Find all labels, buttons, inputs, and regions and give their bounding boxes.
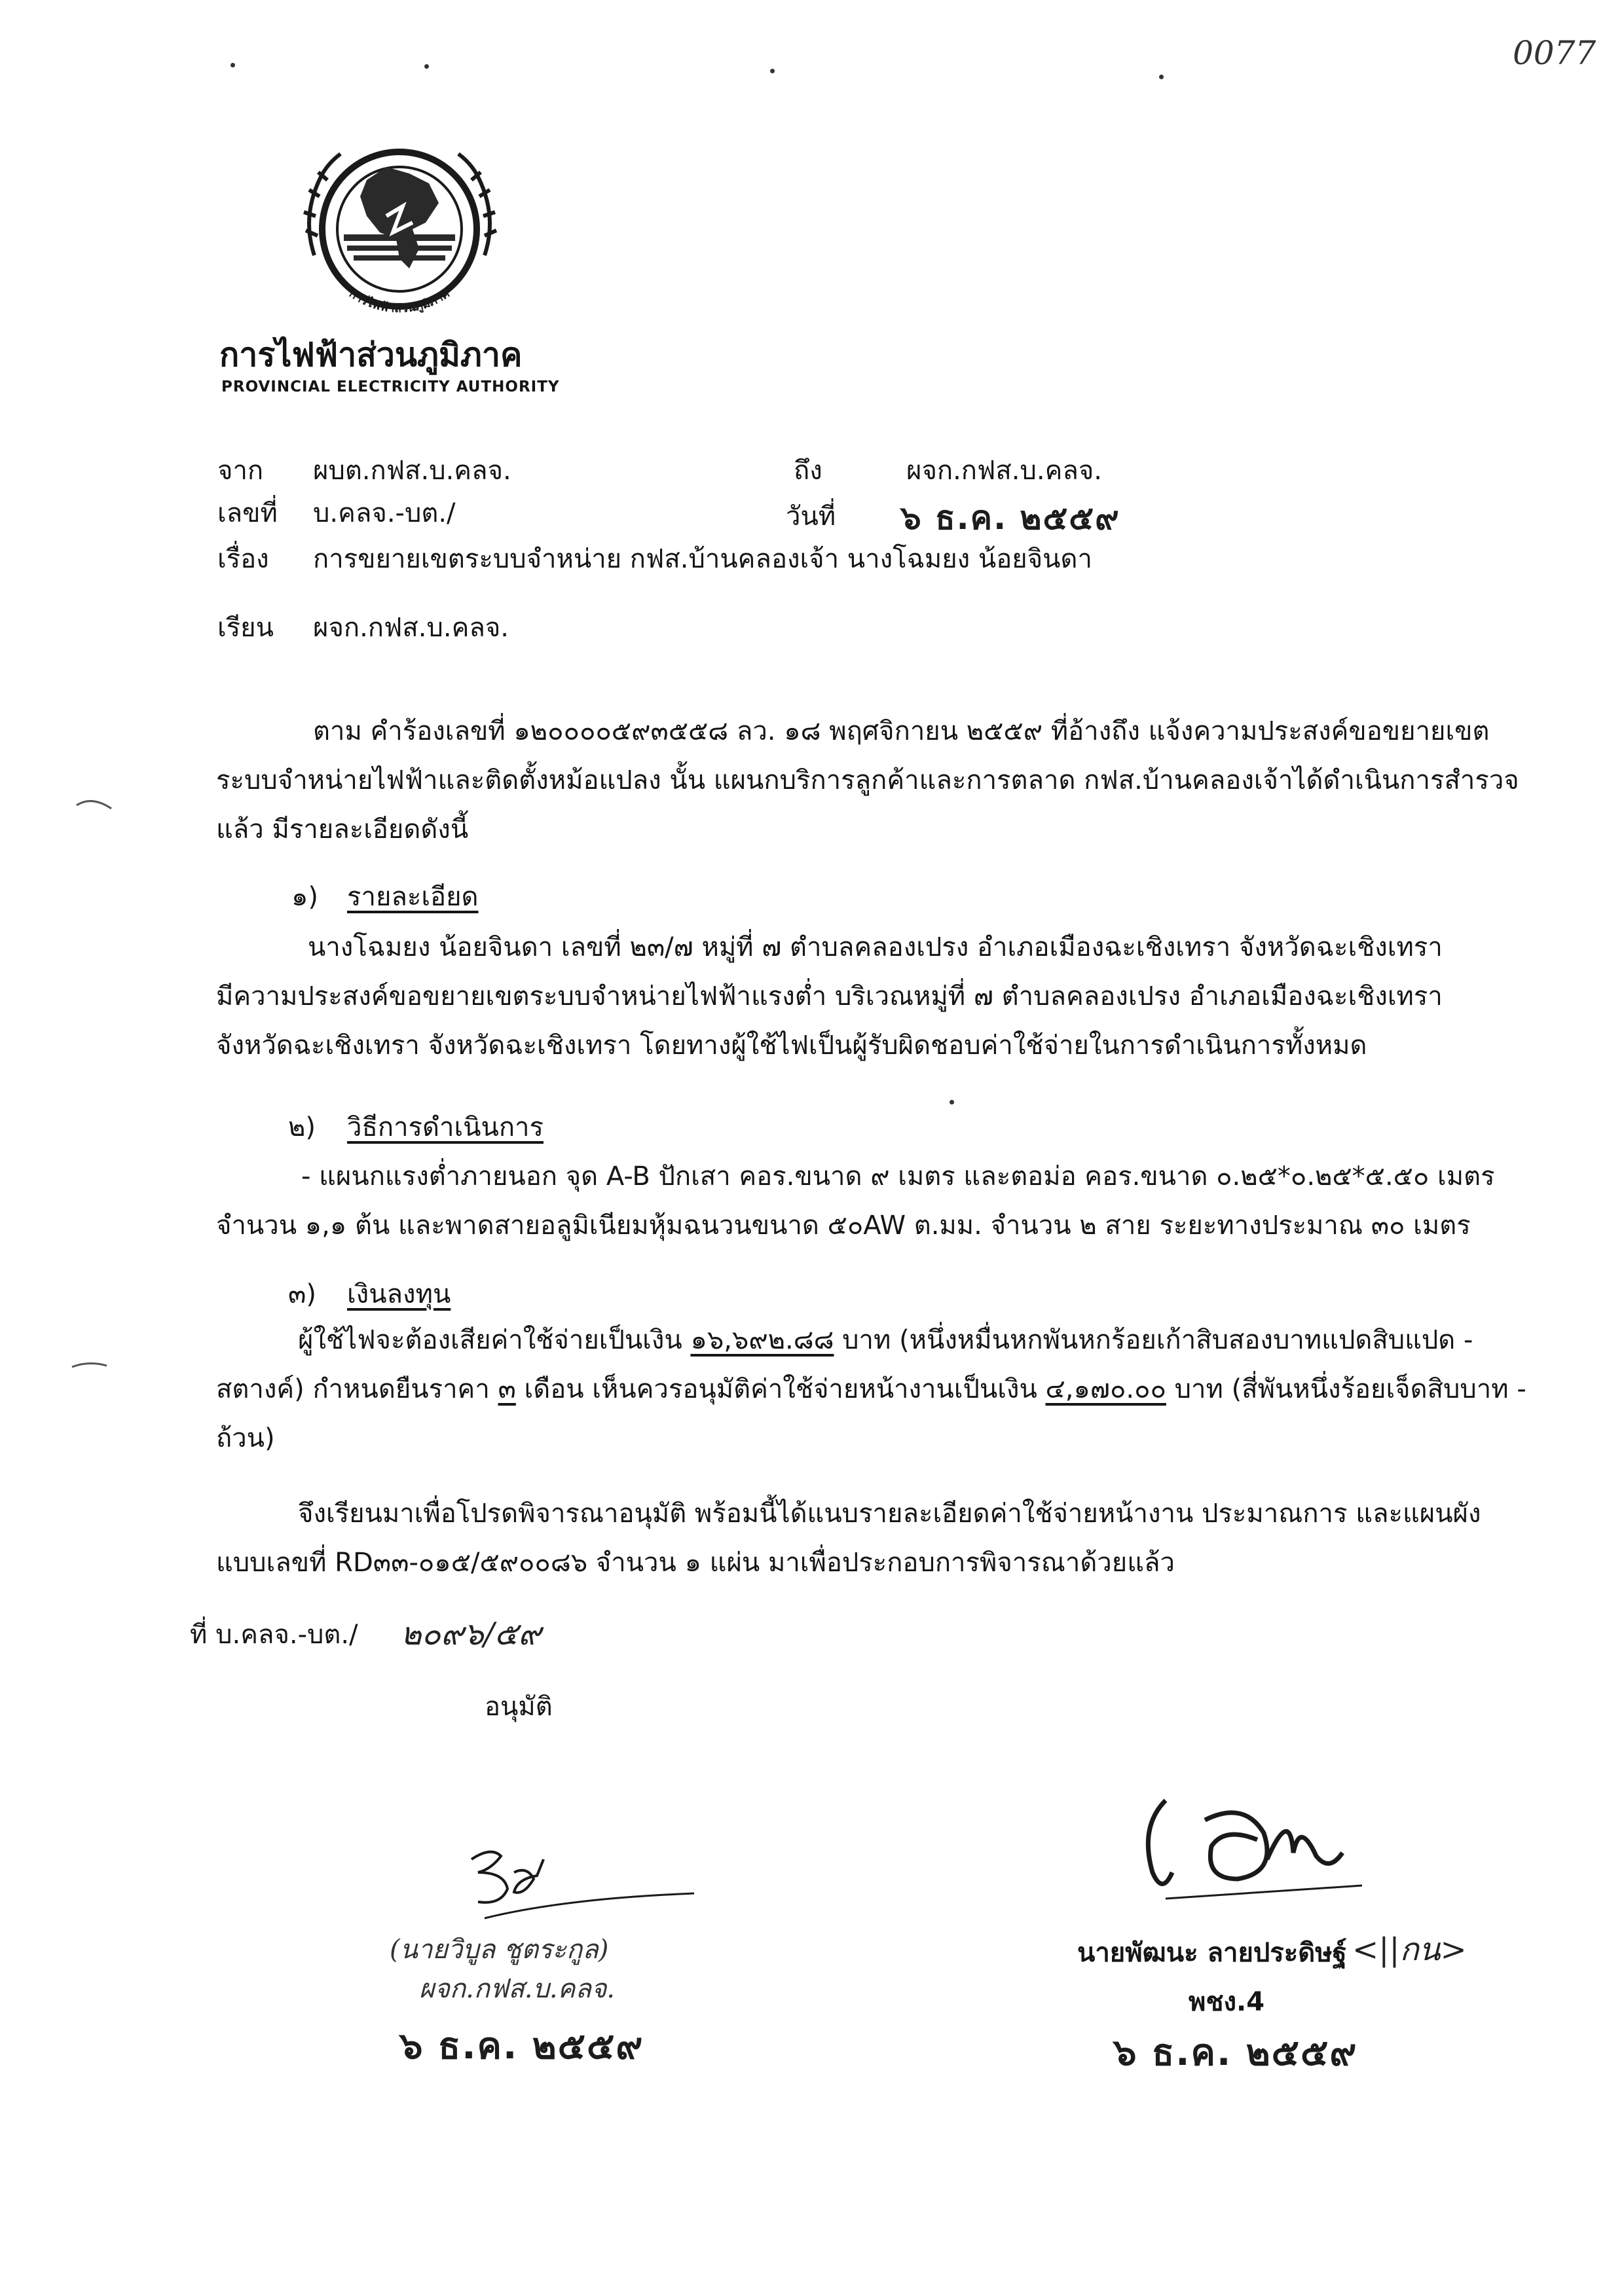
author-signature	[1126, 1781, 1401, 1925]
section-1-line-2: มีความประสงค์ขอขยายเขตระบบจำหน่ายไฟฟ้าแรงต่ำ บริเวณหมู่ที่ ๗ ตำบลคลองเปรง อำเภอเมืองฉะเชิงเทรา	[216, 981, 1443, 1011]
section-1-line-1: นางโฉมยง น้อยจินดา เลขที่ ๒๓/๗ หมู่ที่ ๗ ตำบลคลองเปรง อำเภอเมืองฉะเชิงเทรา จังหวัดฉะเชิงเทรา	[308, 932, 1443, 962]
validity-text-a: สตางค์) กำหนดยืนราคา	[216, 1374, 498, 1404]
scan-mark	[71, 1355, 110, 1375]
scan-speck	[231, 63, 235, 67]
date-label: วันที่	[786, 501, 836, 532]
section-3-title: เงินลงทุน	[347, 1279, 451, 1309]
scan-speck	[424, 64, 429, 69]
salutation-label: เรียน	[217, 613, 274, 643]
scan-speck	[1159, 75, 1164, 79]
org-name-english: PROVINCIAL ELECTRICITY AUTHORITY	[221, 378, 560, 395]
intro-line-3: แล้ว มีรายละเอียดดังนี้	[216, 814, 469, 845]
section-3-line-3: ถ้วน)	[216, 1423, 275, 1453]
cost-text-a: ผู้ใช้ไฟจะต้องเสียค่าใช้จ่ายเป็นเงิน	[298, 1325, 691, 1355]
approver-title: ผจก.กฟส.บ.คลจ.	[419, 1974, 616, 2004]
approver-name: (นายวิบูล ชูตระกูล)	[390, 1935, 609, 1965]
scan-mark	[75, 792, 115, 812]
approver-signature	[393, 1833, 701, 1931]
pea-seal-logo	[288, 118, 511, 340]
author-handwritten-note: <||กน>	[1352, 1931, 1467, 1968]
page-number: 0077	[1513, 34, 1596, 72]
section-3-line-2	[216, 1365, 1526, 1414]
subject-value: การขยายเขตระบบจำหน่าย กฟส.บ้านคลองเจ้า นางโฉมยง น้อยจินดา	[313, 544, 1092, 574]
to-value: ผจก.กฟส.บ.คลจ.	[906, 456, 1103, 486]
approver-date-stamp: ๖ ธ.ค. ๒๕๕๙	[399, 2025, 644, 2068]
intro-line-2: ระบบจำหน่ายไฟฟ้าและติดตั้งหม้อแปลง นั้น แผนกบริการลูกค้าและการตลาด กฟส.บ้านคลองเจ้าได้ดำเนินการสำรวจ	[216, 765, 1519, 795]
closing-line-1: จึงเรียนมาเพื่อโปรดพิจารณาอนุมัติ พร้อมนี้ได้แนบรายละเอียดค่าใช้จ่ายหน้างาน ประมาณการ และแผนผัง	[298, 1499, 1481, 1529]
section-2-line-2: จำนวน ๑,๑ ต้น และพาดสายอลูมิเนียมหุ้มฉนวนขนาด ๕๐AW ต.มม. จำนวน ๒ สาย ระยะทางประมาณ ๓๐ เมตร	[216, 1211, 1471, 1241]
author-title: พชง.4	[1189, 1987, 1265, 2017]
reference-handwritten: ๒๐๙๖/๕๙	[401, 1616, 542, 1652]
from-label: จาก	[217, 456, 264, 486]
reference-prefix: ที่ บ.คลจ.-บต./	[190, 1620, 358, 1650]
doc-no-value: บ.คลจ.-บต./	[313, 498, 456, 528]
cost-text-b: บาท (หนึ่งหมื่นหกพันหกร้อยเก้าสิบสองบาทแปดสิบแปด -	[834, 1325, 1473, 1355]
from-value: ผบต.กฟส.บ.คลจ.	[313, 456, 511, 486]
subject-label: เรื่อง	[217, 544, 269, 574]
doc-no-label: เลขที่	[217, 498, 278, 528]
intro-line-1: ตาม คำร้องเลขที่ ๑๒๐๐๐๐๕๙๓๕๕๘ ลว. ๑๘ พฤศจิกายน ๒๕๕๙ ที่อ้างถึง แจ้งความประสงค์ขอขยายเขต	[313, 716, 1490, 746]
section-1-title: รายละเอียด	[347, 882, 479, 912]
section-1-line-3: จังหวัดฉะเชิงเทรา จังหวัดฉะเชิงเทรา โดยทางผู้ใช้ไฟเป็นผู้รับผิดชอบค่าใช้จ่ายในการดำเนินการทั้งหมด	[216, 1030, 1367, 1061]
seal-text: การไฟฟ้าส่วนภูมิภาค	[346, 286, 452, 316]
to-label: ถึง	[794, 456, 822, 486]
scan-speck	[950, 1100, 954, 1104]
author-date-stamp: ๖ ธ.ค. ๒๕๕๙	[1113, 2032, 1358, 2074]
section-2-title: วิธีการดำเนินการ	[347, 1112, 544, 1142]
closing-line-2: แบบเลขที่ RD๓๓-๐๑๕/๕๙๐๐๘๖ จำนวน ๑ แผ่น มาเพื่อประกอบการพิจารณาด้วยแล้ว	[216, 1548, 1175, 1578]
section-3-number: ๓)	[288, 1279, 316, 1309]
org-name-thai: การไฟฟ้าส่วนภูมิภาค	[219, 336, 523, 374]
validity-text-b: เดือน เห็นควรอนุมัติค่าใช้จ่ายหน้างานเป็นเงิน	[515, 1374, 1046, 1404]
validity-text-c: บาท (สี่พันหนึ่งร้อยเจ็ดสิบบาท -	[1166, 1374, 1526, 1404]
section-1-number: ๑)	[291, 882, 318, 912]
section-2-number: ๒)	[288, 1112, 316, 1142]
author-name: นายพัฒนะ ลายประดิษฐ์	[1077, 1938, 1347, 1968]
section-3-line-1	[298, 1316, 1473, 1365]
site-cost-amount: ๔,๑๗๐.๐๐	[1045, 1374, 1166, 1404]
date-stamp: ๖ ธ.ค. ๒๕๕๙	[900, 499, 1120, 537]
approve-label: อนุมัติ	[485, 1692, 553, 1722]
validity-months: ๓	[498, 1374, 516, 1404]
total-cost-amount: ๑๖,๖๙๒.๘๘	[690, 1325, 834, 1355]
scan-speck	[770, 69, 775, 73]
section-2-line-1: - แผนกแรงต่ำภายนอก จุด A-B ปักเสา คอร.ขนาด ๙ เมตร และตอม่อ คอร.ขนาด ๐.๒๕*๐.๒๕*๕.๕๐ เมตร	[301, 1161, 1495, 1192]
salutation-value: ผจก.กฟส.บ.คลจ.	[313, 613, 509, 643]
